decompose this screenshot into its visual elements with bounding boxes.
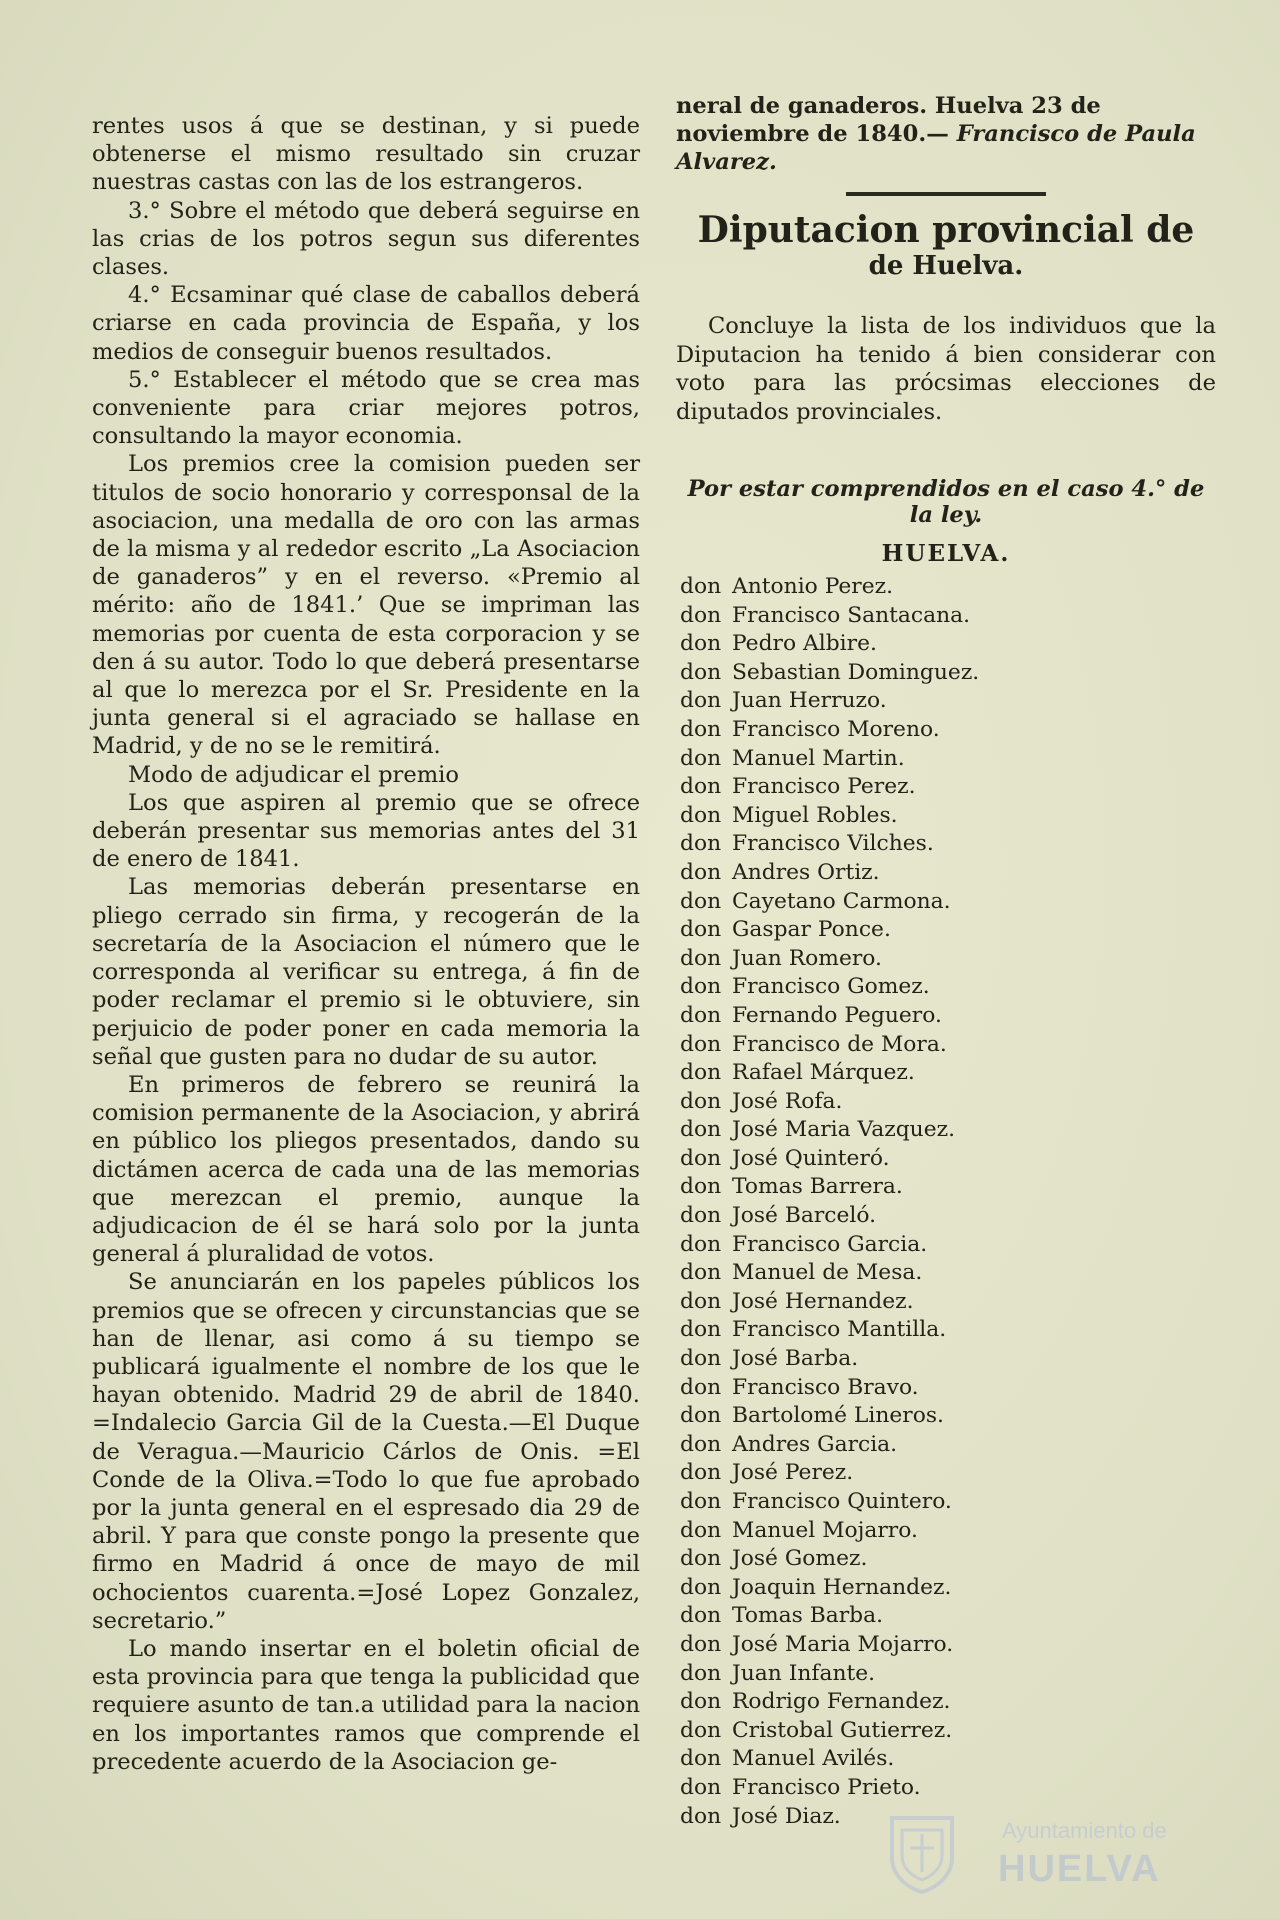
list-item <box>680 659 1216 688</box>
list-item <box>680 1231 1216 1260</box>
list-item <box>680 1745 1216 1774</box>
person-name: José Gomez. <box>732 1546 868 1572</box>
right-column <box>676 92 1216 1831</box>
article-paragraph: Se anunciarán en los papeles públicos los premios que se ofrecen y circunstancias que se han de llenar, asi como á su tiempo se publicará igualmente el nombre de los que le hayan obtenido. Madrid 29 de abril de 1840. =Indalecio Garcia Gil de la Cuesta.—El Duque de Veragua.—Mauricio Cárlos de Onis. =El Conde de la Oliva.=Todo lo que fue aprobado por la junta general en el espresado dia 29 de abril. Y para que conste pongo la presente que firmo en Madrid á once de mayo de mil ochocientos cuarenta.=José Lopez Gonzalez, secretario.” <box>92 1269 640 1634</box>
list-item <box>680 1088 1216 1117</box>
city-heading: HUELVA. <box>881 540 1011 567</box>
list-item <box>680 1545 1216 1574</box>
list-item <box>680 1145 1216 1174</box>
article-ending-text: neral de ganaderos. Huelva 23 de noviembre de 1840.— <box>676 93 1101 147</box>
list-item <box>680 687 1216 716</box>
list-item <box>680 1488 1216 1517</box>
list-item <box>680 1774 1216 1803</box>
person-name: José Diaz. <box>732 1803 841 1829</box>
article-paragraph: 5.° Establecer el método que se crea mas conveniente para criar mejores potros, consultando la mayor economia. <box>92 366 640 450</box>
list-item <box>680 888 1216 917</box>
person-name: José Barceló. <box>732 1203 877 1229</box>
person-name: Andres Ortiz. <box>732 859 880 885</box>
list-item <box>680 830 1216 859</box>
list-item <box>680 602 1216 631</box>
list-item <box>680 916 1216 945</box>
list-item <box>680 573 1216 602</box>
person-name: Tomas Barrera. <box>732 1174 903 1200</box>
honorific: don <box>680 1260 722 1286</box>
list-item <box>680 1574 1216 1603</box>
list-item <box>680 802 1216 831</box>
article-paragraph: En primeros de febrero se reunirá la comision permanente de la Asociacion, y abrirá en público los pliegos presentados, dando su dictámen acerca de cada una de las memorias que merezcan el premio, aunque la adjudicacion de él se hará solo por la junta general á pluralidad de votos. <box>92 1071 640 1268</box>
person-name: Rafael Márquez. <box>732 1060 915 1086</box>
list-item <box>680 1002 1216 1031</box>
honorific: don <box>680 1517 722 1543</box>
honorific: don <box>680 1002 722 1028</box>
honorific: don <box>680 1689 722 1715</box>
list-item <box>680 1202 1216 1231</box>
honorific: don <box>680 631 722 657</box>
person-name: Francisco Santacana. <box>732 602 971 628</box>
person-name: Francisco Moreno. <box>732 716 940 742</box>
person-name: Miguel Robles. <box>732 802 898 828</box>
person-name: Manuel Martin. <box>732 745 905 771</box>
honorific: don <box>680 1317 722 1343</box>
person-name: Juan Infante. <box>732 1660 876 1686</box>
list-item <box>680 1402 1216 1431</box>
list-item <box>680 973 1216 1002</box>
list-item <box>680 1288 1216 1317</box>
honorific: don <box>680 1574 722 1600</box>
honorific: don <box>680 1460 722 1486</box>
section-title: Diputacion provincial de <box>697 209 1195 251</box>
voter-list <box>676 573 1216 1831</box>
person-name: José Quinteró. <box>732 1145 890 1171</box>
list-item <box>680 1459 1216 1488</box>
article-paragraph: Lo mando insertar en el boletin oficial de esta provincia para que tenga la publicidad que requiere asunto de tan.a utilidad para la nacion en los importantes ramos que comprende el precedente acuerdo de la Asociacion ge- <box>92 1635 640 1775</box>
left-column <box>92 112 640 1776</box>
honorific: don <box>680 1145 722 1171</box>
watermark <box>880 1812 1220 1896</box>
list-item <box>680 716 1216 745</box>
honorific: don <box>680 859 722 885</box>
list-item <box>680 859 1216 888</box>
article-signature: Francisco de Paula Alvarez. <box>676 121 1196 175</box>
honorific: don <box>680 1489 722 1514</box>
person-name: Francisco Gomez. <box>732 974 930 1000</box>
person-name: Francisco Mantilla. <box>732 1317 947 1343</box>
honorific: don <box>680 1431 722 1457</box>
honorific: don <box>680 1031 722 1057</box>
list-item <box>680 773 1216 802</box>
person-name: Francisco Perez. <box>732 774 916 800</box>
honorific: don <box>680 1088 722 1114</box>
honorific: don <box>680 774 722 800</box>
list-item <box>680 1173 1216 1202</box>
honorific: don <box>680 1660 722 1686</box>
list-item <box>680 1116 1216 1145</box>
article-paragraph: Los premios cree la comision pueden ser titulos de socio honorario y corresponsal de la asociacion, una medalla de oro con las armas de la misma y al rededor escrito „La Asociacion de ganaderos” y en el reverso. «Premio al mérito: año de 1841.’ Que se impriman las memorias por cuenta de esta corporacion y se den á su autor. Todo lo que deberá presentarse al que lo merezca por el Sr. Presidente en la junta general si el agraciado se hallase en Madrid, y de no se le remitirá. <box>92 451 640 760</box>
section-subtitle: de Huelva. <box>868 251 1024 281</box>
person-name: Bartolomé Lineros. <box>732 1403 944 1429</box>
person-name: Juan Herruzo. <box>732 688 887 714</box>
honorific: don <box>680 1746 722 1772</box>
honorific: don <box>680 1774 722 1800</box>
person-name: Pedro Albire. <box>732 631 877 657</box>
crest-icon <box>880 1812 964 1896</box>
article-ending <box>676 92 1216 176</box>
person-name: Francisco Bravo. <box>732 1374 919 1400</box>
person-name: José Hernandez. <box>732 1288 914 1314</box>
person-name: José Perez. <box>732 1460 854 1486</box>
honorific: don <box>680 945 722 971</box>
honorific: don <box>680 1546 722 1572</box>
honorific: don <box>680 1717 722 1743</box>
person-name: Francisco Garcia. <box>732 1231 928 1257</box>
person-name: Francisco Vilches. <box>732 831 934 857</box>
honorific: don <box>680 1231 722 1257</box>
honorific: don <box>680 831 722 857</box>
honorific: don <box>680 1174 722 1200</box>
honorific: don <box>680 1060 722 1086</box>
person-name: Francisco de Mora. <box>732 1031 947 1057</box>
list-item <box>680 1431 1216 1460</box>
list-item <box>680 1602 1216 1631</box>
list-item <box>680 1374 1216 1403</box>
person-name: Cayetano Carmona. <box>732 888 951 914</box>
article-paragraph: Las memorias deberán presentarse en pliego cerrado sin firma, y recogerán de la secretaría de la Asociacion el número que le corresponda al verificar su entrega, á fin de poder reclamar el premio si le obtuviere, sin perjuicio de poder poner en cada memoria la señal que gusten para no dudar de su autor. <box>92 874 640 1070</box>
person-name: José Barba. <box>732 1346 859 1372</box>
list-item <box>680 745 1216 774</box>
list-item <box>680 1631 1216 1660</box>
list-item <box>680 1688 1216 1717</box>
honorific: don <box>680 1631 722 1657</box>
person-name: Rodrigo Fernandez. <box>732 1689 951 1715</box>
article-paragraph: 3.° Sobre el método que deberá seguirse en las crias de los potros segun sus diferentes clases. <box>92 197 640 281</box>
person-name: Juan Romero. <box>732 945 882 971</box>
list-item <box>680 630 1216 659</box>
section-divider <box>846 192 1046 196</box>
list-item <box>680 1717 1216 1746</box>
honorific: don <box>680 917 722 943</box>
list-item <box>680 945 1216 974</box>
honorific: don <box>680 688 722 714</box>
person-name: José Maria Vazquez. <box>732 1117 956 1143</box>
honorific: don <box>680 1403 722 1429</box>
honorific: don <box>680 888 722 914</box>
person-name: Antonio Perez. <box>732 574 894 599</box>
honorific: don <box>680 1288 722 1314</box>
article-paragraph: rentes usos á que se destinan, y si puede obtenerse el mismo resultado sin cruzar nuestras castas con las de los estrangeros. <box>92 113 640 196</box>
person-name: Gaspar Ponce. <box>732 917 891 943</box>
person-name: Sebastian Dominguez. <box>732 659 980 685</box>
person-name: Joaquin Hernandez. <box>732 1574 952 1600</box>
person-name: Tomas Barba. <box>732 1603 884 1629</box>
person-name: Manuel de Mesa. <box>732 1260 923 1286</box>
honorific: don <box>680 1803 722 1829</box>
person-name: Cristobal Gutierrez. <box>732 1717 953 1743</box>
list-item <box>680 1059 1216 1088</box>
honorific: don <box>680 1346 722 1372</box>
person-name: Francisco Prieto. <box>732 1774 921 1800</box>
honorific: don <box>680 1603 722 1629</box>
honorific: don <box>680 659 722 685</box>
article-paragraph: Los que aspiren al premio que se ofrece deberán presentar sus memorias antes del 31 de enero de 1841. <box>92 789 640 873</box>
list-item <box>680 1517 1216 1546</box>
list-item <box>680 1316 1216 1345</box>
case-heading: Por estar comprendidos en el caso 4.° de la ley. <box>687 476 1205 528</box>
honorific: don <box>680 1374 722 1400</box>
honorific: don <box>680 716 722 742</box>
list-item <box>680 1031 1216 1060</box>
list-item <box>680 1660 1216 1689</box>
list-item <box>680 1345 1216 1374</box>
list-item <box>680 1259 1216 1288</box>
honorific: don <box>680 1203 722 1229</box>
person-name: José Rofa. <box>732 1088 843 1114</box>
honorific: don <box>680 602 722 628</box>
honorific: don <box>680 802 722 828</box>
person-name: Manuel Mojarro. <box>732 1517 918 1543</box>
person-name: José Maria Mojarro. <box>732 1631 954 1657</box>
watermark-line1: Ayuntamiento de <box>1002 1818 1167 1843</box>
person-name: Francisco Quintero. <box>732 1489 952 1514</box>
honorific: don <box>680 745 722 771</box>
section-intro: Concluye la lista de los individuos que la Diputacion ha tenido á bien considerar con voto para las prócsimas elecciones de diputados provinciales. <box>676 313 1216 425</box>
article-paragraph: 4.° Ecsaminar qué clase de caballos deberá criarse en cada provincia de España, y los medios de conseguir buenos resultados. <box>92 282 640 365</box>
person-name: Fernando Peguero. <box>732 1002 942 1028</box>
honorific: don <box>680 1117 722 1143</box>
honorific: don <box>680 974 722 1000</box>
article-paragraph: Modo de adjudicar el premio <box>128 761 459 788</box>
honorific: don <box>680 574 722 599</box>
watermark-line2: HUELVA <box>998 1848 1161 1890</box>
person-name: Manuel Avilés. <box>732 1746 895 1772</box>
person-name: Andres Garcia. <box>732 1431 898 1457</box>
